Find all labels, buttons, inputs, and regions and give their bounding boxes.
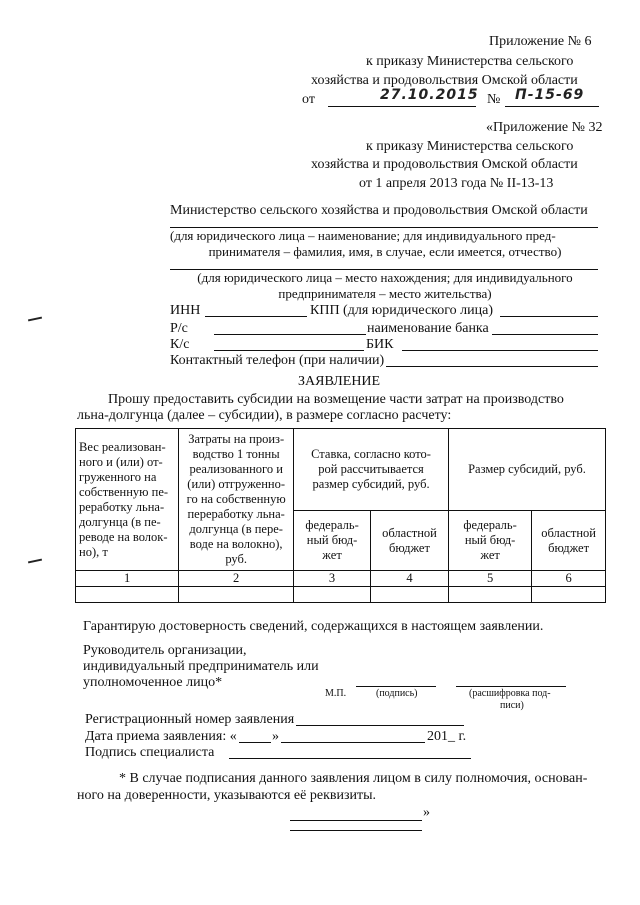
col1-header: Вес реализован- ного и (или) от- груженного на собственную пе- реработку льна- долгунца (в пе- реводе на волок- но), т xyxy=(76,429,179,571)
phone-field xyxy=(386,366,598,367)
month-field xyxy=(281,742,425,743)
phone-label: Контактный телефон (при наличии) xyxy=(170,353,385,368)
col-number-4: 4 xyxy=(371,571,449,587)
stamp-place: М.П. xyxy=(325,688,347,699)
decode-caption-1: (расшифровка под- xyxy=(469,688,551,699)
location-note-2: предпринимателя – место жительства) xyxy=(278,286,492,301)
appendix-32-title: «Приложение № 32 xyxy=(486,120,603,135)
date-accept-label: Дата приема заявления: « xyxy=(85,729,237,744)
kpp-label: КПП (для юридического лица) xyxy=(310,303,493,318)
request-line-1: Прошу предоставить субсидии на возмещение части затрат на производство xyxy=(108,392,564,407)
data-cell-2[interactable] xyxy=(179,587,294,603)
year-label: 201_ г. xyxy=(427,729,467,744)
signer-line-3: уполномоченное лицо* xyxy=(83,675,223,690)
order2-date-line: от 1 апреля 2013 года № II-13-13 xyxy=(359,176,554,191)
col-number-3: 3 xyxy=(294,571,371,587)
footnote-line-2: ного на доверенности, указываются её реквизиты. xyxy=(77,788,377,803)
specialist-field xyxy=(229,758,471,759)
scan-mark-bottom xyxy=(28,559,42,564)
location-note-1: (для юридического лица – место нахождения; для индивидуального xyxy=(197,270,573,285)
handwritten-date: 27.10.2015 xyxy=(380,87,479,103)
bik-field xyxy=(402,350,598,351)
document-title: ЗАЯВЛЕНИЕ xyxy=(298,374,381,389)
number-label: № xyxy=(487,92,501,107)
closing-quote: » xyxy=(423,805,430,820)
date-accept-quote: » xyxy=(272,729,279,744)
legal-name-note-2: принимателя – фамилия, имя, в случае, если имеется, отчество) xyxy=(208,244,562,259)
inn-label: ИНН xyxy=(170,303,201,318)
decode-caption-2: писи) xyxy=(500,700,524,711)
signer-line-2: индивидуальный предприниматель или xyxy=(83,659,319,674)
col-number-1: 1 xyxy=(76,571,179,587)
specialist-label: Подпись специалиста xyxy=(85,745,215,760)
number-underline xyxy=(505,106,599,107)
appendix-6-title: Приложение № 6 xyxy=(489,34,592,49)
order2-line-1: к приказу Министерства сельского xyxy=(366,139,574,154)
data-cell-3[interactable] xyxy=(294,587,371,603)
inn-field xyxy=(205,316,307,317)
data-cell-6[interactable] xyxy=(532,587,606,603)
order-line-2: хозяйства и продовольствия Омской области xyxy=(311,73,578,88)
rate-header: Ставка, согласно кото- рой рассчитывается размер субсидий, руб. xyxy=(294,429,449,511)
footnote-line-1: * В случае подписания данного заявления лицом в силу полномочия, основан- xyxy=(119,771,588,786)
calculation-table xyxy=(75,428,606,603)
reg-number-label: Регистрационный номер заявления xyxy=(85,712,295,727)
closing-line-2 xyxy=(290,830,422,831)
rs-label: Р/с xyxy=(170,321,188,336)
request-line-2: льна-долгунца (далее – субсидии), в размере согласно расчету: xyxy=(77,408,452,423)
order-line-1: к приказу Министерства сельского xyxy=(366,54,574,69)
size-header: Размер субсидий, руб. xyxy=(448,429,605,511)
col-number-5: 5 xyxy=(448,571,531,587)
rs-field xyxy=(214,334,366,335)
reg-number-field xyxy=(296,725,464,726)
size-regional-header: областной бюджет xyxy=(532,511,606,571)
rate-federal-header: федераль- ный бюд- жет xyxy=(294,511,371,571)
addressee: Министерство сельского хозяйства и продовольствия Омской области xyxy=(170,203,588,218)
data-cell-5[interactable] xyxy=(448,587,531,603)
handwritten-number: П-15-69 xyxy=(515,87,585,103)
from-label: от xyxy=(302,92,315,107)
decode-line xyxy=(456,686,566,687)
data-cell-1[interactable] xyxy=(76,587,179,603)
scan-mark-top xyxy=(28,317,42,322)
bik-label: БИК xyxy=(366,337,394,352)
legal-name-note-1: (для юридического лица – наименование; для индивидуального пред- xyxy=(170,228,556,243)
closing-line-1 xyxy=(290,820,422,821)
signature-line xyxy=(356,686,436,687)
data-cell-4[interactable] xyxy=(371,587,449,603)
day-field xyxy=(239,742,271,743)
col-number-6: 6 xyxy=(532,571,606,587)
kpp-field xyxy=(500,316,598,317)
ks-label: К/с xyxy=(170,337,190,352)
date-underline xyxy=(328,106,476,107)
rate-regional-header: областной бюджет xyxy=(371,511,449,571)
bank-label: наименование банка xyxy=(367,321,489,336)
col-number-2: 2 xyxy=(179,571,294,587)
bank-field xyxy=(492,334,598,335)
col2-header: Затраты на произ- водство 1 тонны реализованного и (или) отгруженно- го на собственную переработку льна- долгунца (в пере- воде на волокно), руб. xyxy=(179,429,294,571)
signer-line-1: Руководитель организации, xyxy=(83,643,247,658)
ks-field xyxy=(214,350,364,351)
size-federal-header: федераль- ный бюд- жет xyxy=(448,511,531,571)
signature-caption: (подпись) xyxy=(376,688,418,699)
guarantee-text: Гарантирую достоверность сведений, содержащихся в настоящем заявлении. xyxy=(83,619,544,634)
order2-line-2: хозяйства и продовольствия Омской области xyxy=(311,157,578,172)
